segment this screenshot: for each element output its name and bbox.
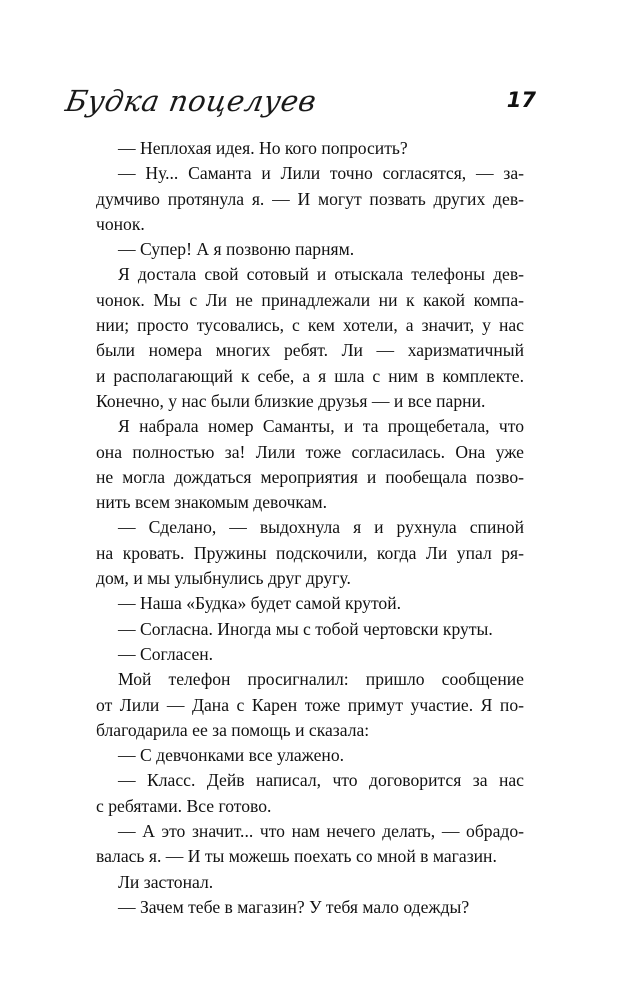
text-line: не могла дождаться мероприятия и пообещала позво- xyxy=(96,466,524,487)
text-line: Я достала свой сотовый и отыскала телефоны дев- xyxy=(118,264,524,285)
text-line: — Ну... Саманта и Лили точно согласятся, — за- xyxy=(118,163,524,184)
text-line: от Лили — Дана с Карен тоже примут участие. Я по- xyxy=(96,694,524,715)
body-text xyxy=(96,136,524,920)
text-line: — Супер! А я позвоню парням. xyxy=(118,239,355,260)
text-line: она полностью за! Лили тоже согласилась. Она уже xyxy=(96,441,524,462)
text-line: — Согласна. Иногда мы с тобой чертовски круты. xyxy=(118,618,493,639)
text-line: — Наша «Будка» будет самой крутой. xyxy=(118,593,402,614)
text-line: нить всем знакомым девочкам. xyxy=(96,492,328,513)
text-line: Конечно, у нас были близкие друзья — и все парни. xyxy=(96,390,486,411)
text-line: думчиво протянула я. — И могут позвать других дев- xyxy=(96,188,524,209)
text-line: благодарила ее за помощь и сказала: xyxy=(96,719,370,740)
text-line: — Неплохая идея. Но кого попросить? xyxy=(118,138,408,158)
text-line: Мой телефон просигналил: пришло сообщение xyxy=(118,669,524,690)
text-line: — Класс. Дейв написал, что договорится за нас xyxy=(118,770,524,791)
text-line: чонок. xyxy=(96,213,145,234)
text-line: были номера многих ребят. Ли — харизматичный xyxy=(96,340,524,361)
running-header xyxy=(63,70,536,130)
text-line: валась я. — И ты можешь поехать со мной в магазин. xyxy=(96,846,497,867)
text-line: — Сделано, — выдохнула я и рухнула спиной xyxy=(118,517,524,538)
book-title: Будка поцелуев xyxy=(63,84,320,118)
text-line: чонок. Мы с Ли не принадлежали ни к какой компа- xyxy=(96,289,524,310)
text-line: — С девчонками все улажено. xyxy=(118,745,345,766)
text-line: — Зачем тебе в магазин? У тебя мало одежды? xyxy=(118,896,470,917)
text-line: — Согласен. xyxy=(118,643,214,664)
page-number: 17 xyxy=(506,88,536,112)
text-line: нии; просто тусовались, с кем хотели, а значит, у нас xyxy=(96,315,524,336)
text-line: дом, и мы улыбнулись друг другу. xyxy=(96,568,351,589)
text-line: и располагающий к себе, а я шла с ним в комплекте. xyxy=(96,365,524,386)
text-line: Я набрала номер Саманты, и та прощебетала, что xyxy=(118,416,524,437)
text-line: на кровать. Пружины подскочили, когда Ли упал ря- xyxy=(96,542,524,563)
text-line: Ли застонал. xyxy=(118,871,214,892)
text-line: — А это значит... что нам нечего делать, — обрадо- xyxy=(118,821,524,842)
text-line: с ребятами. Все готово. xyxy=(96,795,272,816)
